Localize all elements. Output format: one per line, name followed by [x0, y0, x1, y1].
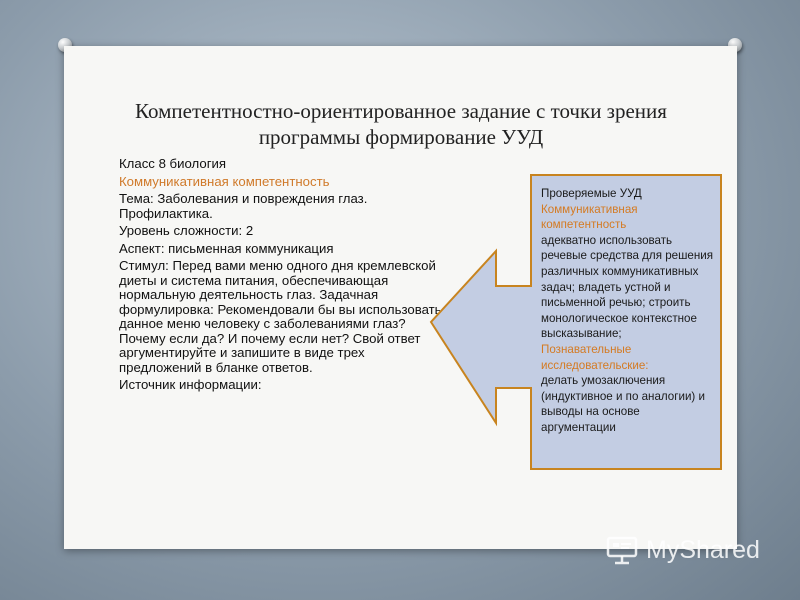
uud-box-text	[541, 186, 717, 436]
source-line: Источник информации:	[119, 377, 262, 392]
stimulus-paragraph: Стимул: Перед вами меню одного дня кремлевской диеты и система питания, обеспечивающая нормальную деятельность глаз. Задачная формулировка: Рекомендовали бы вы использовать данное меню человеку с заболеваниями глаз? Почему если да? И почему если нет? Свой ответ аргументируйте и запишите в виде трех предложений в бланке ответов.	[119, 258, 442, 375]
comm-competence-title: Коммуникативная компетентность	[541, 202, 638, 232]
left-content	[119, 157, 449, 396]
slide-title: Компетентностно-ориентированное задание с точки зрения программы формирование УУД	[135, 99, 667, 149]
competence-line: Коммуникативная компетентность	[119, 173, 330, 189]
comm-competence-text: адекватно использовать речевые средства для решения различных коммуникативных задач; владеть устной и письменной речью; строить монологическое контекстное высказывание;	[541, 233, 713, 341]
cognitive-title: Познавательные исследовательские:	[541, 342, 649, 372]
class-line: Класс 8 биология	[119, 156, 227, 171]
level-line: Уровень сложности: 2	[119, 223, 254, 238]
watermark	[604, 535, 760, 565]
cognitive-text: делать умозаключения (индуктивное и по аналогии) и выводы на основе аргументации	[541, 374, 705, 434]
topic-line: Тема: Заболевания и повреждения глаз. Профилактика.	[119, 191, 368, 221]
aspect-line: Аспект: письменная коммуникация	[119, 240, 334, 256]
watermark-text: MyShared	[646, 535, 760, 564]
uud-header: Проверяемые УУД	[541, 187, 642, 200]
presentation-screen-icon	[604, 535, 640, 565]
